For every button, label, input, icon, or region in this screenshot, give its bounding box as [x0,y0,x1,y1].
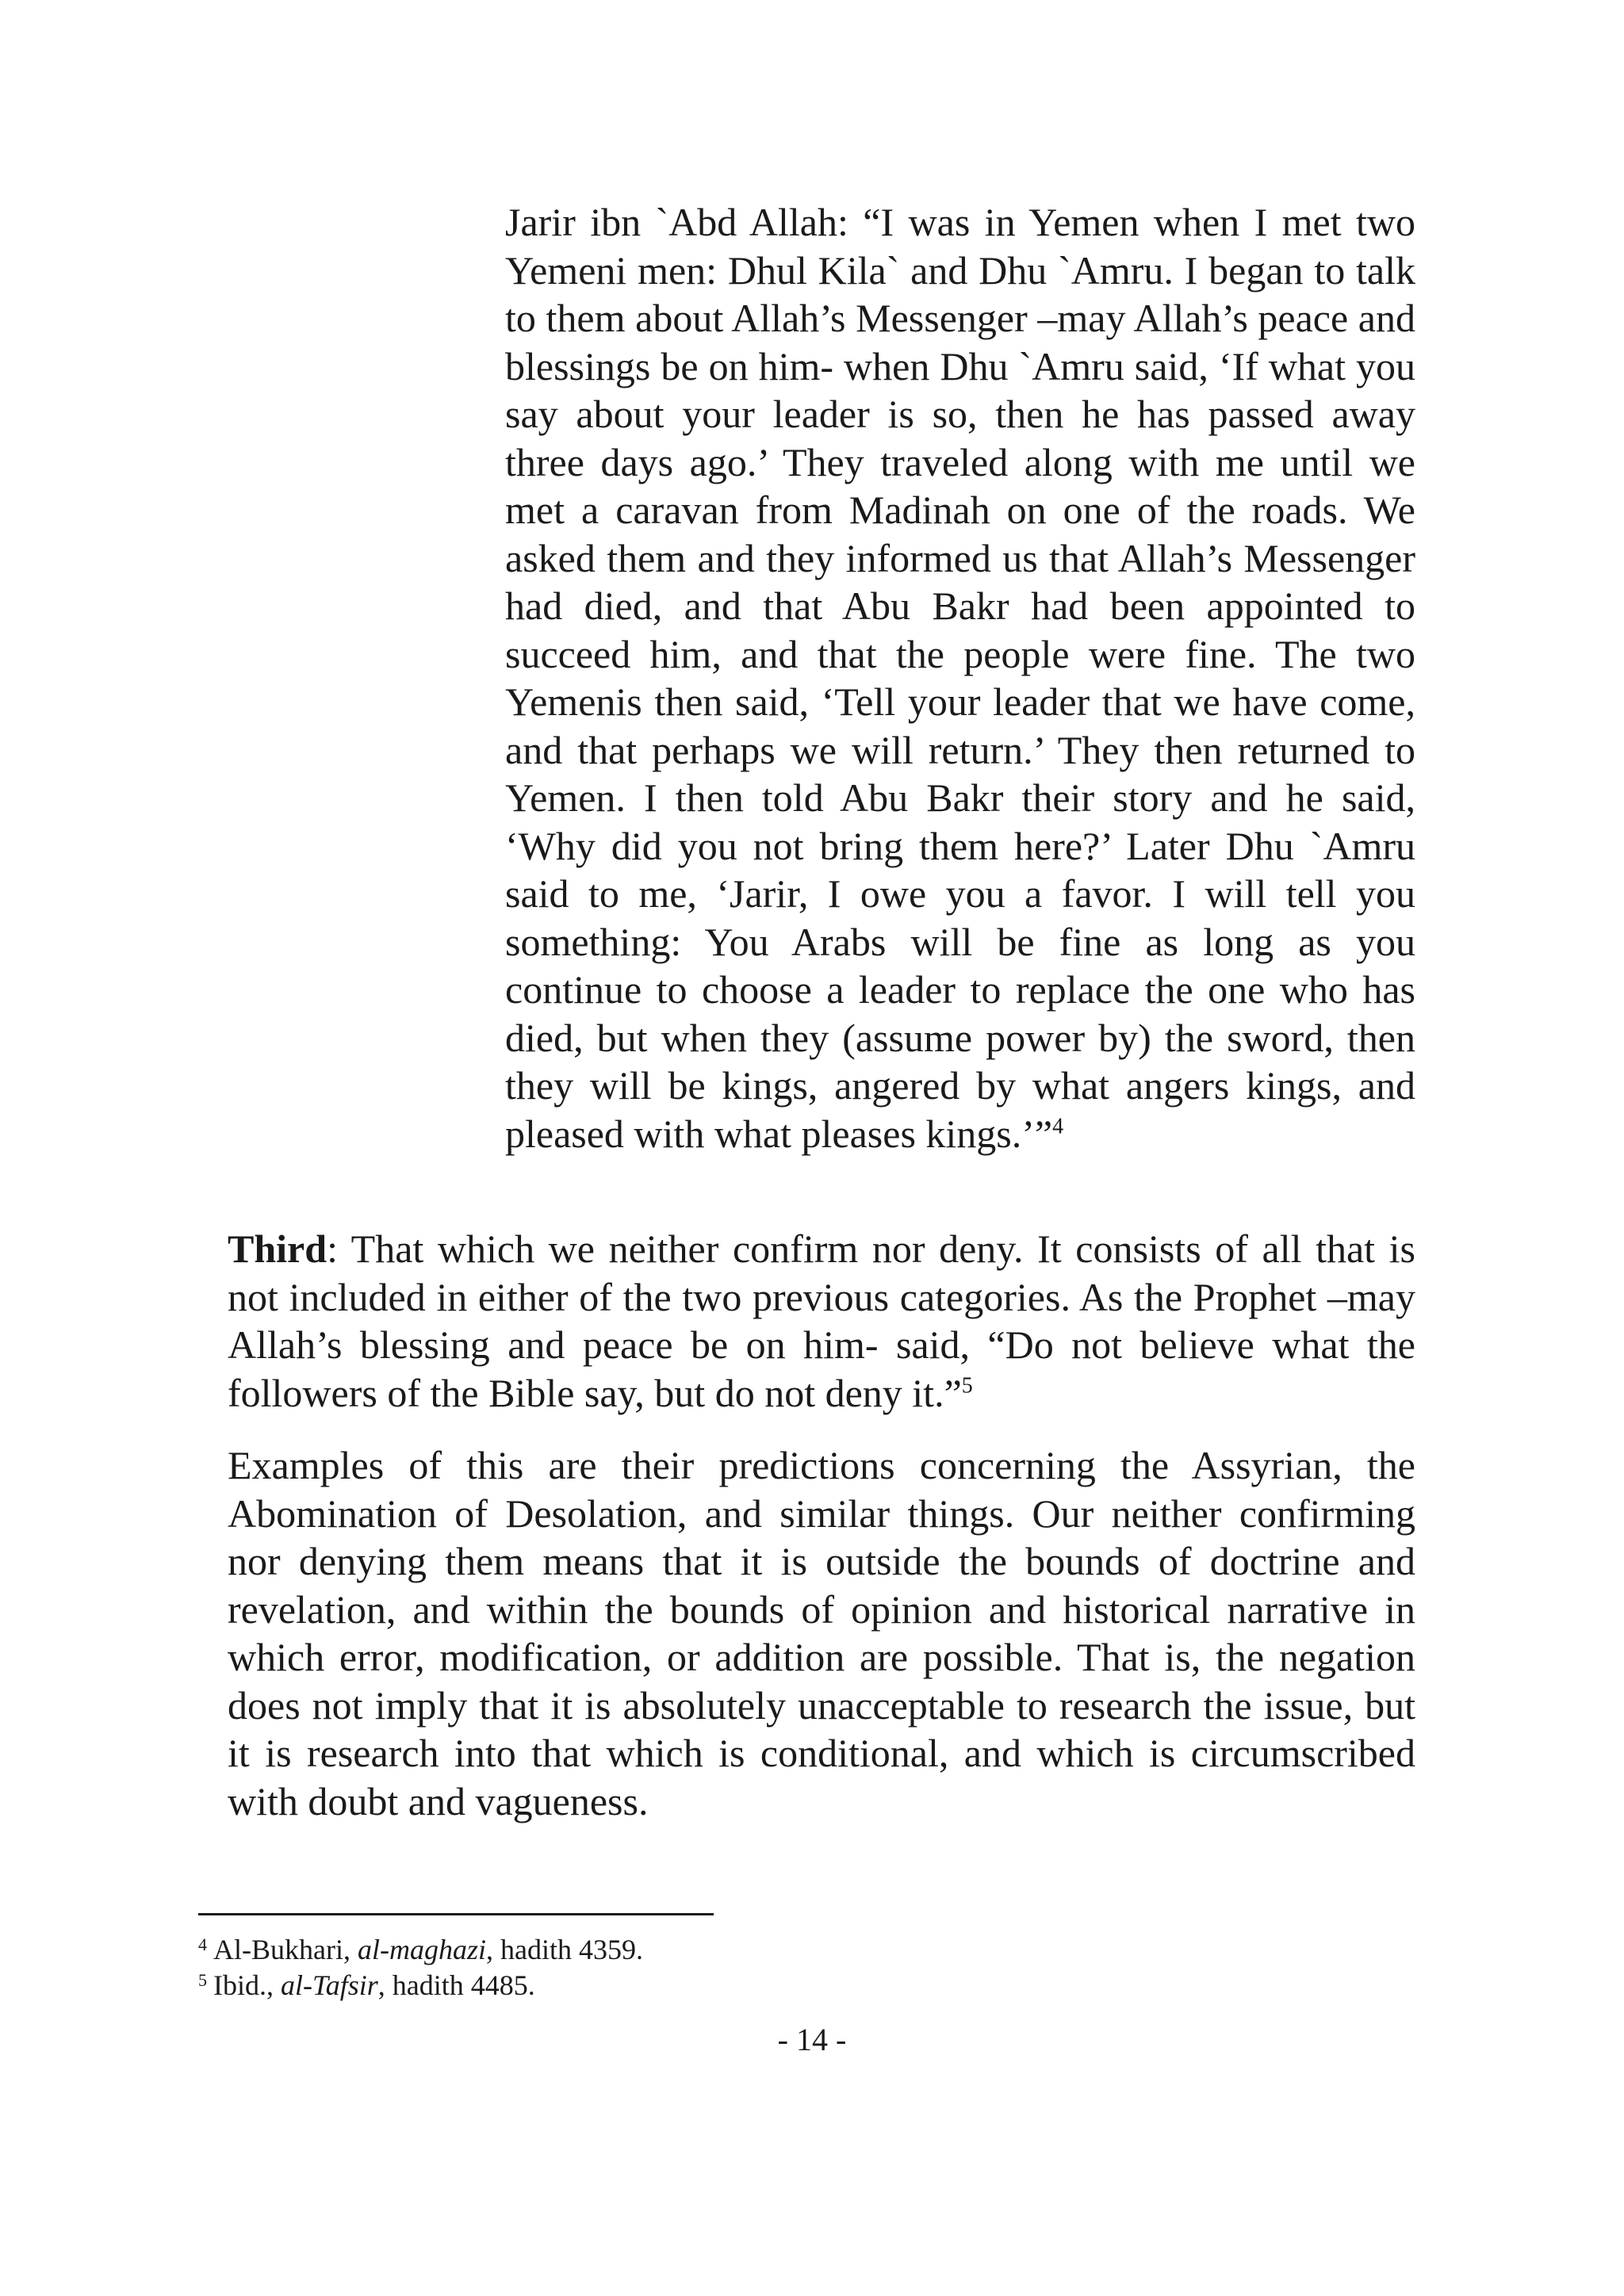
footnote-ref-4: 4 [1052,1113,1064,1138]
footnote-ref-5: 5 [961,1372,973,1398]
third-category-paragraph [228,1225,1415,1417]
footnote-source: Ibid., [213,1969,281,2001]
quote-text: Jarir ibn `Abd Allah: “I was in Yemen when I met two Yemeni men: Dhul Kila` and Dhu `Amru. I began to talk to them about Allah’s Messenger –may Allah’s peace and blessings be on him- when Dhu `Amru said, ‘If what you say about your leader is so, then he has passed away three days ago.’ They traveled along with me until we met a caravan from Madinah on one of the roads. We asked them and they informed us that Allah’s Messenger had died, and that Abu Bakr had been appointed to succeed him, and that the people were fine. The two Yemenis then said, ‘Tell your leader that we have come, and that perhaps we will return.’ They then returned to Yemen. I then told Abu Bakr their story and he said, ‘Why did you not bring them here?’ Later Dhu `Amru said to me, ‘Jarir, I owe you a favor. I will tell you something: You Arabs will be fine as long as you continue to choose a leader to replace the one who has died, but when they (assume power by) the sword, then they will be kings, angered by what angers kings, and pleased with what pleases kings.’” [505,200,1415,1156]
examples-paragraph: Examples of this are their predictions concerning the Assyrian, the Abomination of Desolation, and similar things. Our neither confirming nor denying them means that it is outside the bounds of doctrine and revelation, and within the bounds of opinion and historical narrative in which error, modification, or addition are possible. That is, the negation does not imply that it is absolutely unacceptable to research the issue, but it is research into that which is conditional, and which is circumscribed with doubt and vagueness. [228,1443,1415,1823]
footnote-book: al-Tafsir [281,1969,378,2001]
quoted-narration [505,198,1415,1158]
footnote-detail: , hadith 4485. [377,1969,535,2001]
footnote-number: 4 [198,1934,207,1954]
footnote-divider [198,1913,714,1915]
footnote-5 [198,1968,1150,2003]
footnote-book: al-maghazi [357,1934,486,1965]
footnote-number: 5 [198,1970,207,1990]
page-number: - 14 - [777,2022,847,2057]
footnote-detail: , hadith 4359. [485,1934,643,1965]
footnote-source: Al-Bukhari, [213,1934,358,1965]
third-label: Third [228,1226,327,1271]
third-text: : That which we neither confirm nor deny. It consists of all that is not included in either of the two previous categories. As the Prophet –may Allah’s blessing and peace be on him- said, “Do not believe what the followers of the Bible say, but do not deny it.” [228,1226,1415,1415]
footnotes [198,1932,1150,2003]
footnote-4 [198,1932,1150,1968]
